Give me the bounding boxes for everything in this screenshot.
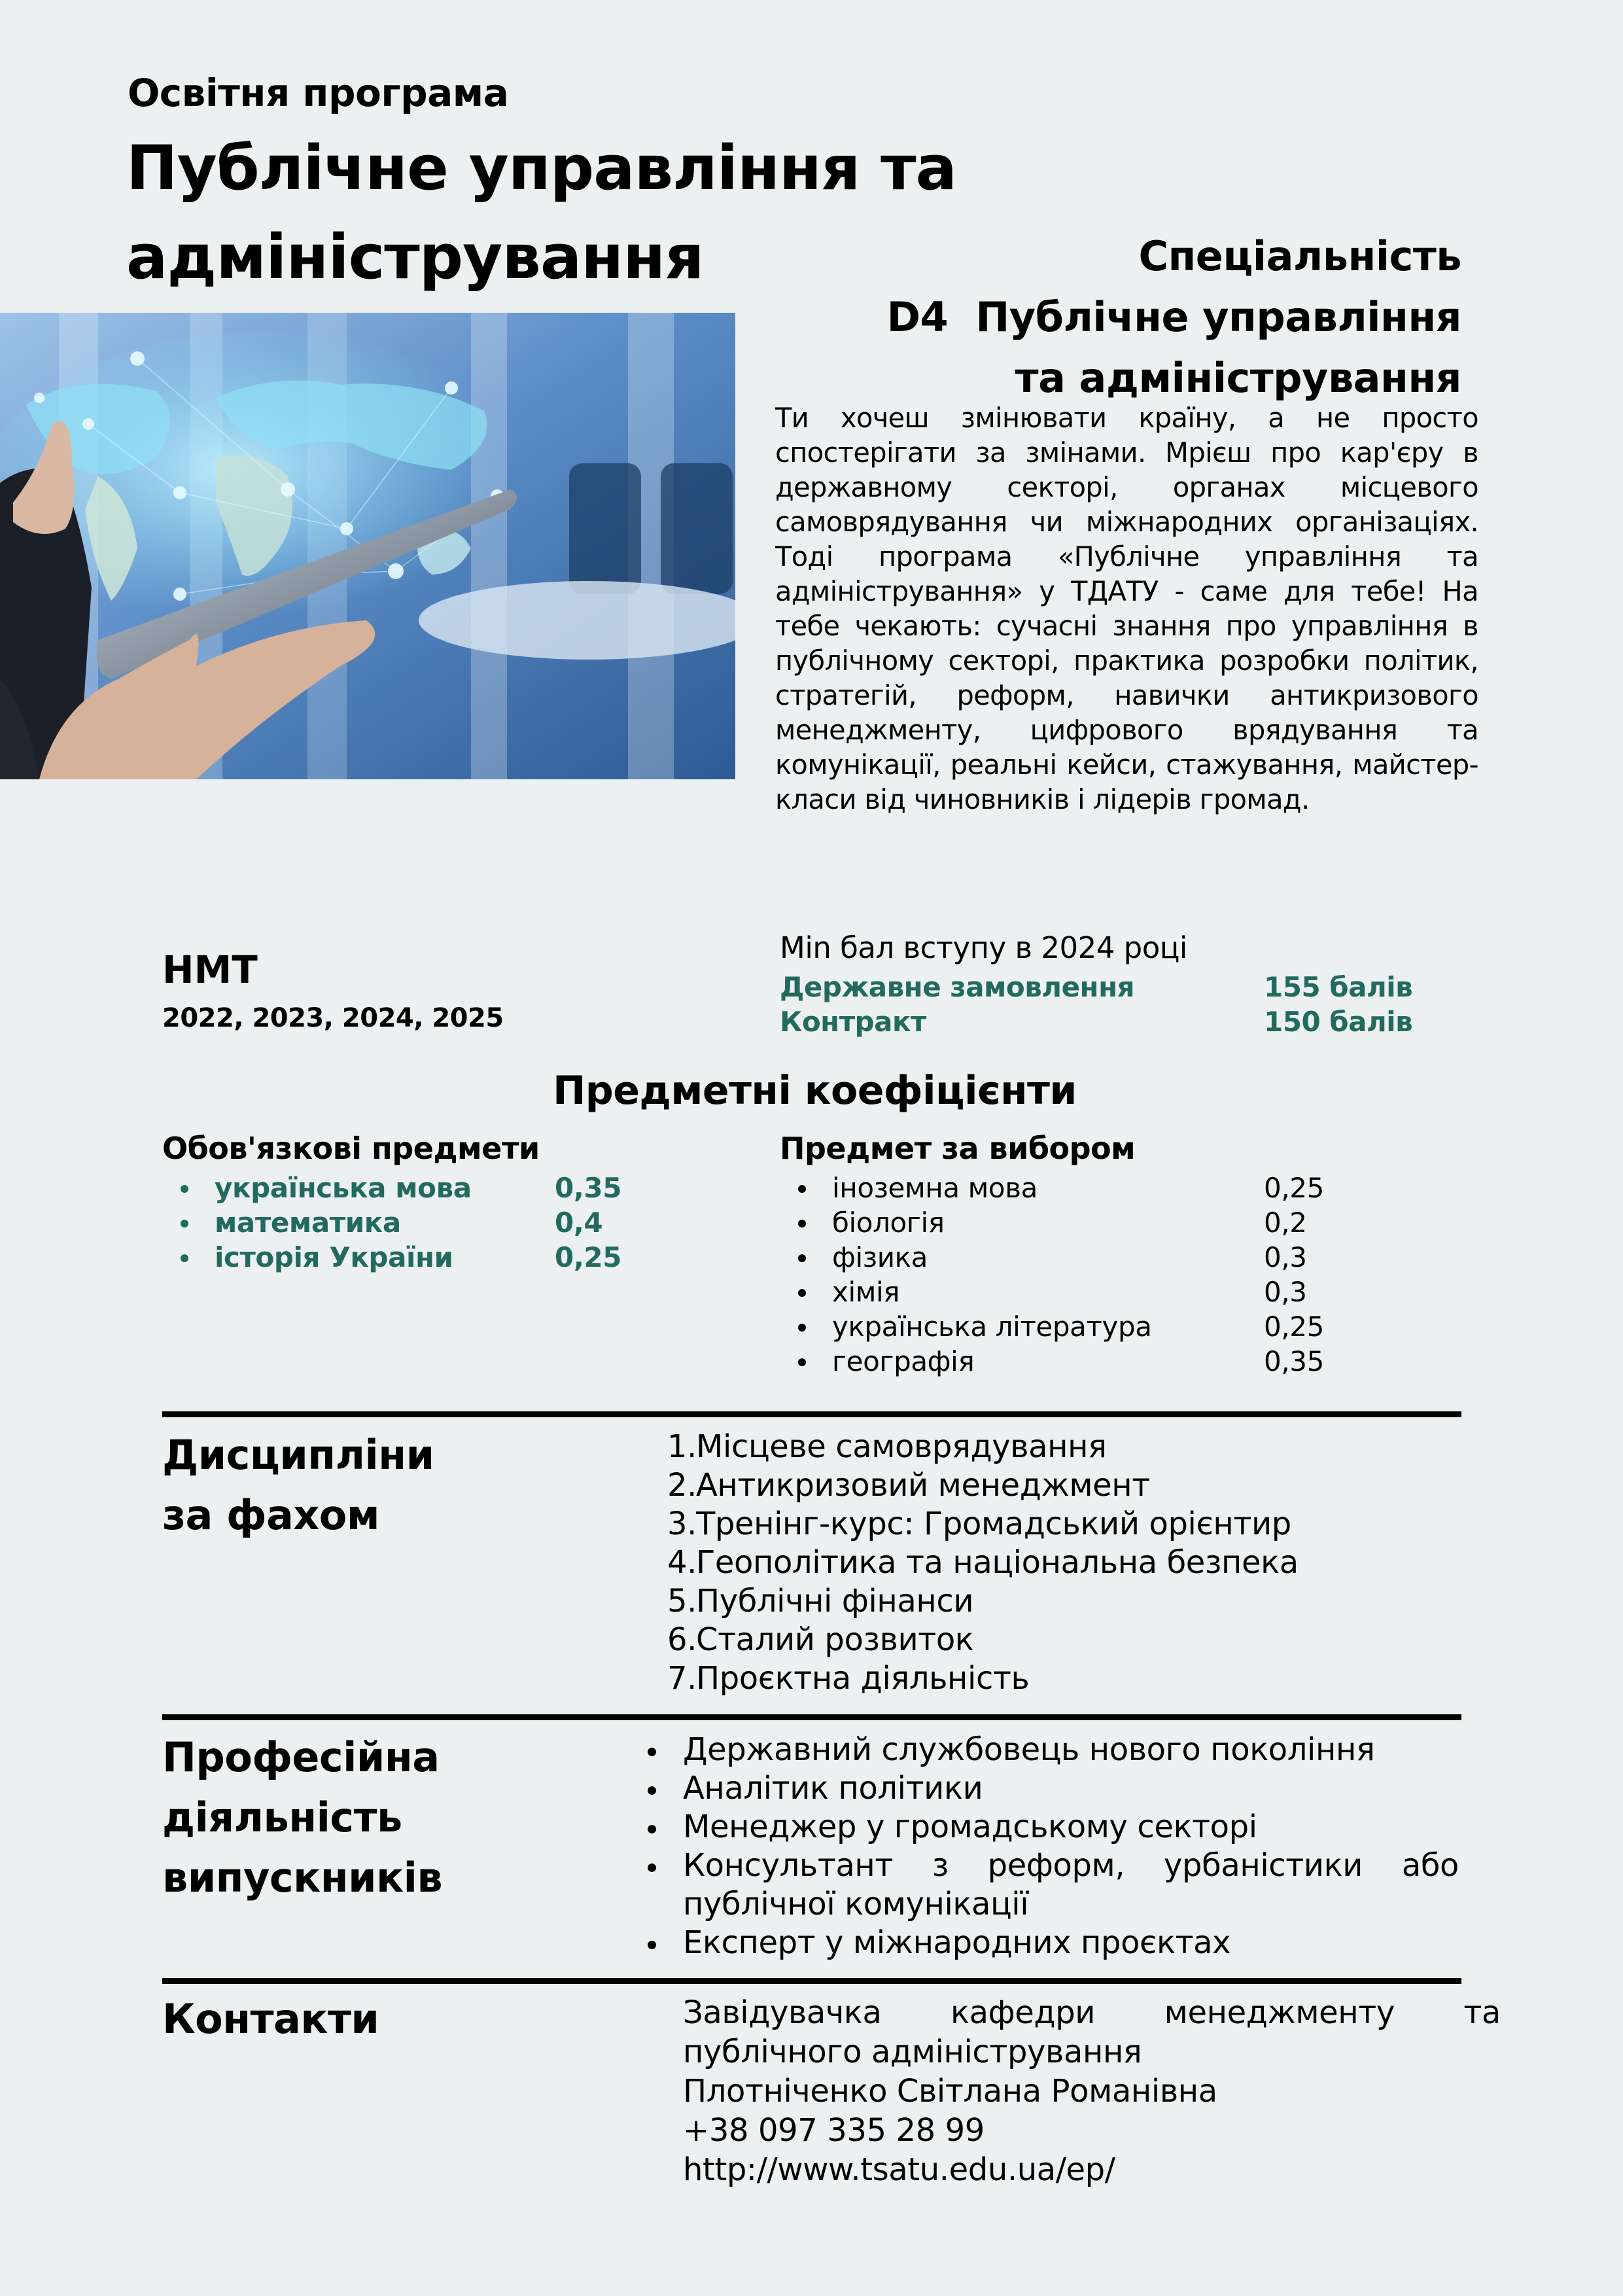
bullet-icon	[181, 1254, 188, 1262]
bullet-icon	[181, 1220, 188, 1227]
specialty-block	[887, 226, 1461, 408]
specialty-code-line: D4 Публічне управління	[886, 293, 1461, 341]
careers-title	[162, 1727, 442, 1908]
program-title-line1: Публічне управління та	[126, 133, 956, 204]
specialty-label: Спеціальність	[1138, 232, 1461, 280]
career-item	[648, 1924, 1459, 1962]
bullet-icon	[798, 1358, 806, 1366]
bullet-icon	[648, 1941, 656, 1949]
contact-name: Плотніченко Світлана Романівна	[683, 2073, 1217, 2110]
contact-phone[interactable]: +38 097 335 28 99	[683, 2112, 985, 2149]
discipline-item	[667, 1505, 1291, 1544]
bullet-icon	[648, 1748, 656, 1756]
bullet-icon	[798, 1185, 806, 1193]
discipline-text: Місцеве самоврядування	[696, 1428, 1107, 1465]
subject-coefficient: 0,35	[1264, 1345, 1324, 1377]
discipline-number: 5.	[667, 1583, 697, 1619]
discipline-item	[667, 1466, 1150, 1505]
bullet-icon	[798, 1254, 806, 1262]
subject-coefficient: 0,25	[1264, 1172, 1324, 1204]
disciplines-title-line2: за фахом	[162, 1491, 380, 1539]
discipline-item	[667, 1659, 1029, 1698]
discipline-text: Тренінг-курс: Громадський орієнтир	[696, 1506, 1291, 1542]
min-score-row	[780, 971, 1413, 1003]
bullet-icon	[648, 1825, 656, 1833]
hero-image	[0, 313, 735, 779]
min-score-row	[780, 1006, 1413, 1038]
career-text: Консультант з реформ, урбаністики або публічної комунікації	[683, 1847, 1459, 1922]
subject-name: біологія	[832, 1207, 945, 1239]
bullet-icon	[648, 1786, 656, 1795]
discipline-text: Публічні фінанси	[696, 1583, 974, 1619]
section-divider	[162, 1411, 1461, 1417]
mandatory-subjects-title: Обов'язкові предмети	[162, 1131, 540, 1166]
disciplines-title-line1: Дисципліни	[162, 1431, 434, 1479]
careers-title-line3: випускників	[162, 1854, 443, 1901]
subject-coefficient: 0,3	[1264, 1241, 1307, 1273]
min-score-label: Контракт	[780, 1006, 926, 1038]
subject-name: фізика	[832, 1241, 928, 1273]
discipline-number: 4.	[667, 1544, 697, 1581]
career-text: Експерт у міжнародних проєктах	[683, 1924, 1231, 1961]
disciplines-title	[162, 1425, 434, 1545]
careers-title-line2: діяльність	[162, 1793, 402, 1841]
bullet-icon	[798, 1289, 806, 1297]
careers-title-line1: Професійна	[162, 1733, 440, 1781]
subject-coefficient: 0,4	[555, 1207, 603, 1239]
contact-position-line2: публічного адміністрування	[683, 2034, 1142, 2070]
discipline-text: Сталий розвиток	[696, 1621, 974, 1658]
career-item	[648, 1808, 1459, 1846]
choice-subjects-title: Предмет за вибором	[780, 1131, 1136, 1166]
discipline-number: 3.	[667, 1506, 697, 1542]
discipline-item	[667, 1621, 973, 1659]
min-score-value: 150 балів	[1264, 1006, 1413, 1038]
discipline-text: Антикризовий менеджмент	[696, 1467, 1150, 1504]
intro-paragraph: Ти хочеш змінювати країну, а не просто спостерігати за змінами. Мрієш про кар'єру в державному секторі, органах місцевого самоврядування чи міжнародних організаціях. Тоді програма «Публічне управління та адміністрування» у ТДАТУ - саме для тебе! На тебе чекають: сучасні знання про управління в публічному секторі, практика розробки політик, стратегій, реформ, навички антикризового менеджменту, цифрового врядування та комунікації, реальні кейси, стажування, майстер-класи від чиновників і лідерів громад.	[775, 402, 1478, 815]
bullet-icon	[798, 1220, 806, 1227]
discipline-text: Геополітика та національна безпека	[696, 1544, 1299, 1581]
section-divider	[162, 1714, 1461, 1720]
nmt-years: 2022, 2023, 2024, 2025	[162, 1003, 504, 1033]
bullet-icon	[181, 1185, 188, 1193]
career-item	[648, 1731, 1459, 1769]
subject-coefficient: 0,25	[1264, 1311, 1324, 1343]
contact-website-link[interactable]: http://www.tsatu.edu.ua/ep/	[683, 2151, 1115, 2188]
career-text: Менеджер у громадському секторі	[683, 1809, 1257, 1845]
contact-position-line1: Завідувачка кафедри менеджменту та	[683, 1994, 1501, 2031]
career-text: Аналітик політики	[683, 1770, 983, 1807]
subject-coefficient: 0,35	[555, 1172, 622, 1204]
discipline-number: 2.	[667, 1467, 697, 1504]
subject-coefficient: 0,25	[555, 1241, 622, 1273]
subject-coefficient: 0,2	[1264, 1207, 1307, 1239]
discipline-item	[667, 1428, 1107, 1466]
subject-name: українська мова	[215, 1172, 472, 1204]
min-score-label: Державне замовлення	[780, 971, 1135, 1003]
program-title-line2: адміністрування	[126, 222, 704, 293]
subject-name: українська література	[832, 1311, 1152, 1343]
min-score-value: 155 балів	[1264, 971, 1413, 1003]
coefficients-title	[0, 1068, 1623, 1114]
subject-name: математика	[215, 1207, 401, 1239]
subject-name: іноземна мова	[832, 1172, 1038, 1204]
career-item	[648, 1846, 1459, 1924]
subject-coefficient: 0,3	[1264, 1276, 1307, 1308]
career-text: Державний службовець нового покоління	[683, 1731, 1375, 1768]
specialty-name-line2: та адміністрування	[1015, 354, 1461, 402]
nmt-title: НМТ	[162, 947, 258, 992]
career-item	[648, 1769, 1459, 1808]
business-network-map-icon	[0, 313, 735, 779]
program-subtitle: Освітня програма	[128, 71, 509, 115]
program-title	[126, 124, 956, 302]
bullet-icon	[798, 1324, 806, 1332]
discipline-number: 6.	[667, 1621, 697, 1658]
discipline-item	[667, 1544, 1299, 1582]
subject-name: хімія	[832, 1276, 900, 1308]
min-score-title: Min бал вступу в 2024 році	[780, 930, 1187, 965]
discipline-item	[667, 1582, 973, 1621]
coefficients-title-text: Предметні коефіцієнти	[553, 1068, 1077, 1114]
discipline-text: Проєктна діяльність	[696, 1660, 1030, 1697]
subject-name: географія	[832, 1345, 975, 1377]
discipline-number: 1.	[667, 1428, 697, 1465]
contacts-title: Контакти	[162, 1995, 379, 2043]
subject-name: історія України	[215, 1241, 453, 1273]
bullet-icon	[648, 1863, 656, 1872]
section-divider	[162, 1978, 1461, 1984]
discipline-number: 7.	[667, 1660, 697, 1697]
